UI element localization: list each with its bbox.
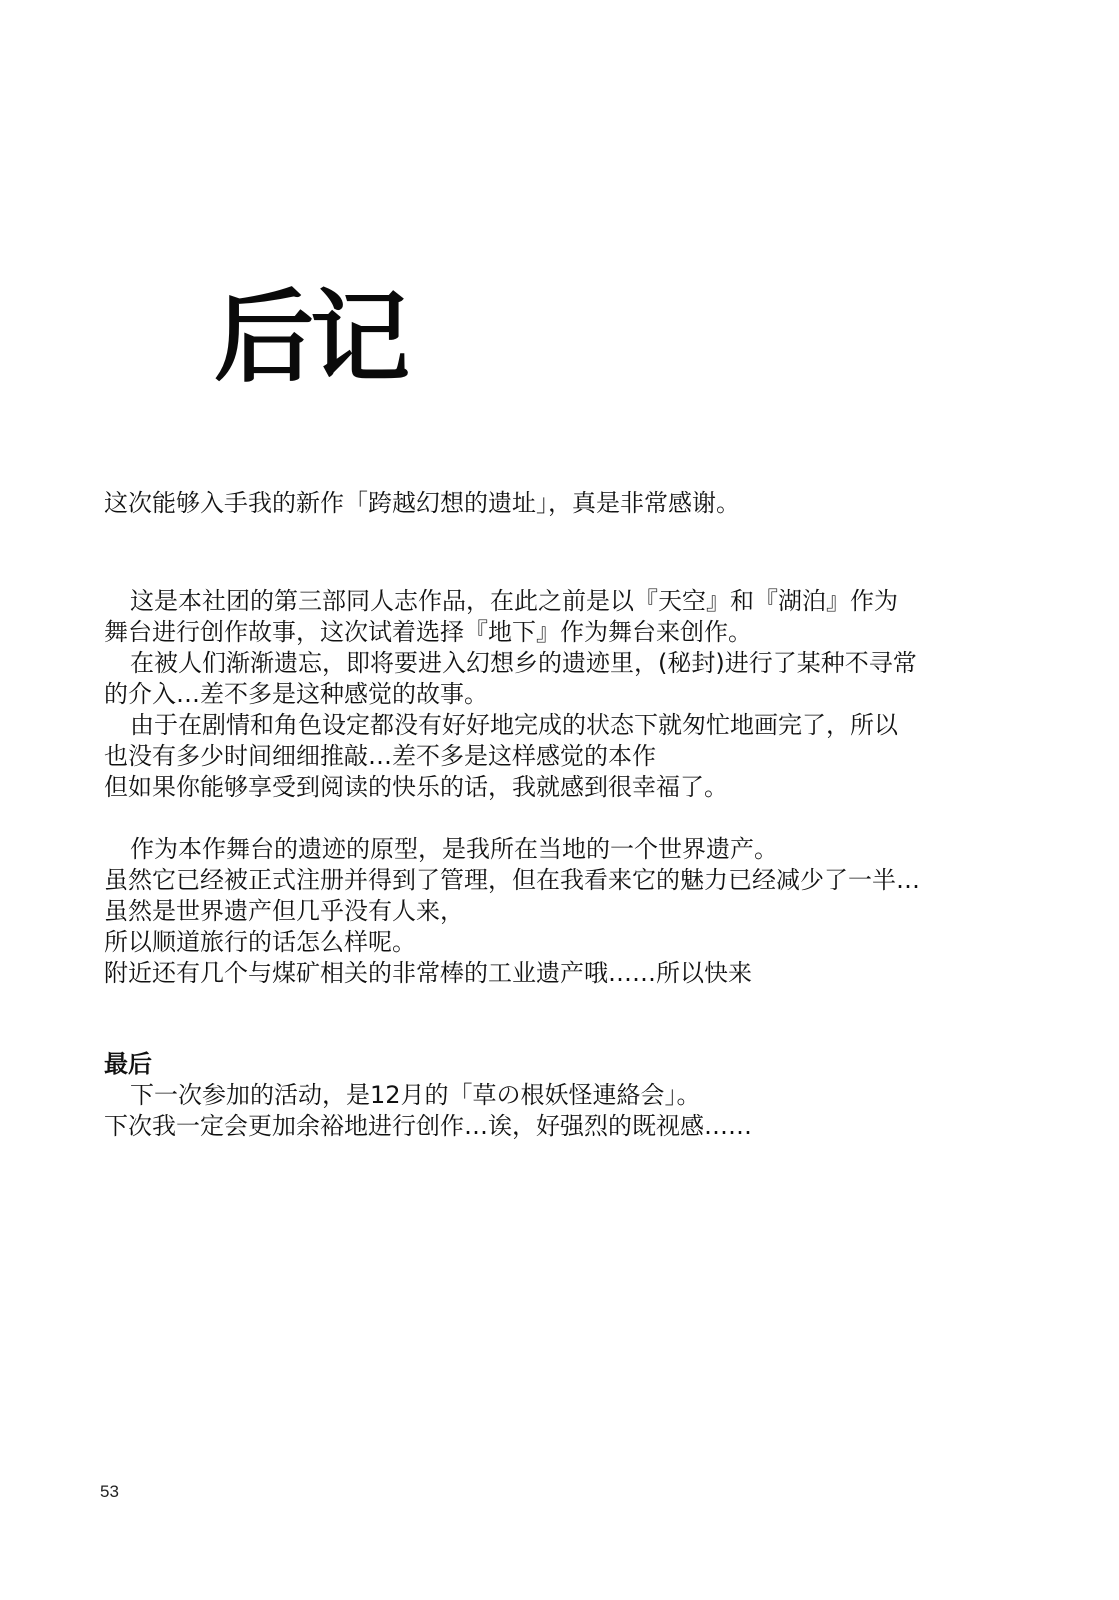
body-line: 下一次参加的活动，是12月的「草の根妖怪連絡会」。 (130, 1081, 701, 1109)
body-line: 虽然是世界遗产但几乎没有人来， (104, 897, 464, 925)
body-line: 由于在剧情和角色设定都没有好好地完成的状态下就匆忙地画完了，所以 (130, 711, 898, 739)
page-number: 53 (100, 1482, 119, 1501)
body-line: 所以顺道旅行的话怎么样呢。 (104, 928, 416, 956)
body-line: 舞台进行创作故事，这次试着选择『地下』作为舞台来创作。 (104, 618, 752, 646)
body-line: 下次我一定会更加余裕地进行创作…诶，好强烈的既视感…… (104, 1112, 752, 1140)
body-line: 但如果你能够享受到阅读的快乐的话，我就感到很幸福了。 (104, 773, 728, 801)
body-line: 的介入…差不多是这种感觉的故事。 (104, 680, 488, 708)
body-line: 虽然它已经被正式注册并得到了管理，但在我看来它的魅力已经减少了一半… (104, 866, 920, 894)
body-line: 这是本社团的第三部同人志作品，在此之前是以『天空』和『湖泊』作为 (130, 587, 898, 615)
body-line: 在被人们渐渐遗忘，即将要进入幻想乡的遗迹里，(秘封)进行了某种不寻常 (130, 649, 917, 677)
intro-paragraph: 这次能够入手我的新作「跨越幻想的遗址」，真是非常感谢。 (104, 489, 740, 517)
body-line: 也没有多少时间细细推敲…差不多是这样感觉的本作 (104, 742, 656, 770)
body-line: 附近还有几个与煤矿相关的非常棒的工业遗产哦……所以快来 (104, 959, 752, 987)
body-line: 作为本作舞台的遗迹的原型，是我所在当地的一个世界遗产。 (130, 835, 778, 863)
page-title: 后记 (214, 279, 406, 396)
section-heading: 最后 (104, 1050, 152, 1078)
